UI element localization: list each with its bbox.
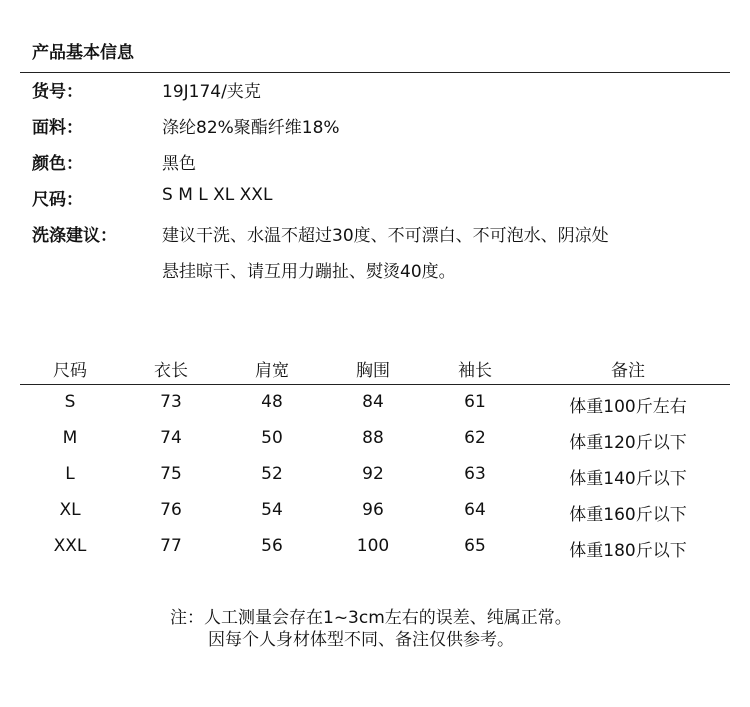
info-value-fabric: 涤纶82%聚酯纤维18% xyxy=(162,118,340,138)
cell-length: 77 xyxy=(160,536,182,556)
cell-chest: 88 xyxy=(362,428,384,448)
cell-length: 75 xyxy=(160,464,182,484)
cell-shoulder: 56 xyxy=(261,536,283,556)
cell-shoulder: 48 xyxy=(261,392,283,412)
cell-note: 体重160斤以下 xyxy=(569,505,687,525)
cell-length: 74 xyxy=(160,428,182,448)
info-value-care-line2: 悬挂晾干、请互用力蹦扯、熨烫40度。 xyxy=(162,262,456,282)
cell-size: XXL xyxy=(53,536,87,556)
cell-sleeve: 63 xyxy=(464,464,486,484)
header-length: 衣长 xyxy=(154,361,188,381)
header-size: 尺码 xyxy=(53,361,87,381)
cell-sleeve: 64 xyxy=(464,500,486,520)
cell-chest: 96 xyxy=(362,500,384,520)
cell-chest: 100 xyxy=(356,536,390,556)
cell-sleeve: 65 xyxy=(464,536,486,556)
table-header-divider xyxy=(20,384,730,385)
section-title: 产品基本信息 xyxy=(32,43,134,63)
header-sleeve: 袖长 xyxy=(458,361,492,381)
cell-chest: 84 xyxy=(362,392,384,412)
header-chest: 胸围 xyxy=(356,361,390,381)
note-line1: 注：人工测量会存在1~3cm左右的误差、纯属正常。 xyxy=(170,608,572,628)
cell-size: S xyxy=(64,392,76,412)
info-label-fabric: 面料： xyxy=(32,118,83,138)
cell-size: L xyxy=(65,464,75,484)
cell-shoulder: 54 xyxy=(261,500,283,520)
cell-shoulder: 52 xyxy=(261,464,283,484)
info-label-size: 尺码： xyxy=(32,190,83,210)
cell-length: 73 xyxy=(160,392,182,412)
cell-shoulder: 50 xyxy=(261,428,283,448)
cell-sleeve: 61 xyxy=(464,392,486,412)
cell-note: 体重140斤以下 xyxy=(569,469,687,489)
info-value-size: S M L XL XXL xyxy=(162,185,273,205)
cell-size: XL xyxy=(59,500,81,520)
info-value-color: 黑色 xyxy=(162,154,196,174)
info-value-item-no: 19J174/夹克 xyxy=(162,82,261,102)
cell-chest: 92 xyxy=(362,464,384,484)
cell-note: 体重120斤以下 xyxy=(569,433,687,453)
cell-note: 体重180斤以下 xyxy=(569,541,687,561)
cell-length: 76 xyxy=(160,500,182,520)
header-shoulder: 肩宽 xyxy=(255,361,289,381)
info-label-care: 洗涤建议： xyxy=(32,226,117,246)
cell-sleeve: 62 xyxy=(464,428,486,448)
info-value-care-line1: 建议干洗、水温不超过30度、不可漂白、不可泡水、阴凉处 xyxy=(162,226,609,246)
info-label-item-no: 货号： xyxy=(32,82,83,102)
cell-size: M xyxy=(62,428,78,448)
cell-note: 体重100斤左右 xyxy=(569,397,687,417)
info-label-color: 颜色： xyxy=(32,154,83,174)
title-divider xyxy=(20,72,730,73)
note-line2: 因每个人身材体型不同、备注仅供参考。 xyxy=(208,630,514,650)
header-note: 备注 xyxy=(611,361,645,381)
